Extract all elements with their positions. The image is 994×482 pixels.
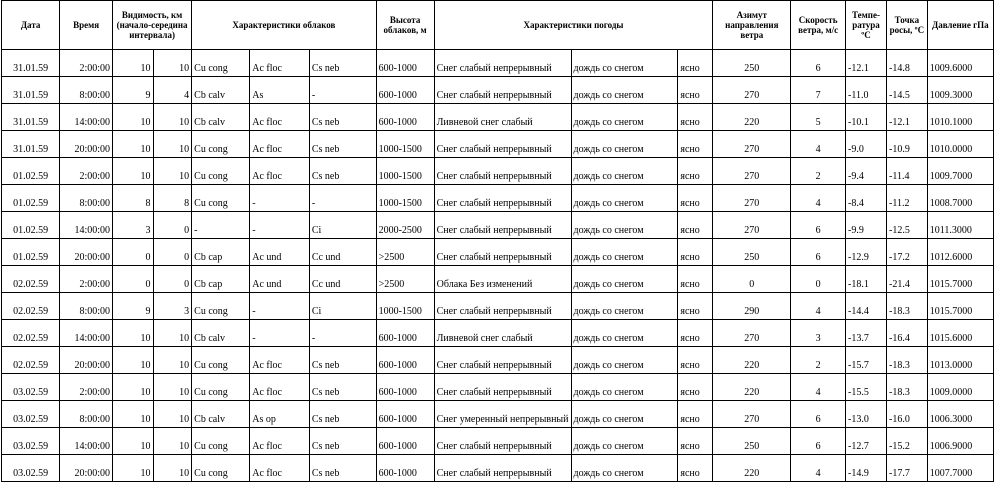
cell-weather-past: дождь со снегом — [571, 212, 678, 239]
cell-weather-sky: ясно — [678, 239, 713, 266]
cell-visibility-mid: 3 — [153, 293, 192, 320]
cell-weather-main: Снег слабый непрерывный — [434, 293, 571, 320]
cell-cloud-lower: Cb calv — [192, 320, 250, 347]
cell-visibility-start: 10 — [113, 455, 154, 482]
cell-wind-speed: 3 — [791, 320, 846, 347]
cell-time: 8:00:00 — [60, 401, 113, 428]
cell-cloud-middle: As op — [250, 401, 310, 428]
table-row — [2, 50, 994, 77]
cell-time: 20:00:00 — [60, 455, 113, 482]
cell-cloud-middle: - — [250, 212, 310, 239]
cell-temperature: -9.9 — [845, 212, 886, 239]
cell-weather-past: дождь со снегом — [571, 77, 678, 104]
cell-visibility-mid: 10 — [153, 158, 192, 185]
cell-wind-speed: 4 — [791, 455, 846, 482]
cell-date: 01.02.59 — [2, 239, 60, 266]
cell-weather-past: дождь со снегом — [571, 374, 678, 401]
cell-cloud-upper: Ci — [309, 212, 376, 239]
cell-visibility-start: 10 — [113, 320, 154, 347]
cell-weather-past: дождь со снегом — [571, 239, 678, 266]
cell-wind-direction: 270 — [713, 77, 791, 104]
cell-cloud-lower: Cu cong — [192, 185, 250, 212]
cell-time: 8:00:00 — [60, 293, 113, 320]
cell-visibility-start: 9 — [113, 77, 154, 104]
cell-wind-speed: 6 — [791, 428, 846, 455]
cell-pressure: 1009.3000 — [927, 77, 993, 104]
cell-date: 03.02.59 — [2, 401, 60, 428]
cell-weather-main: Снег слабый непрерывный — [434, 455, 571, 482]
cell-wind-speed: 4 — [791, 293, 846, 320]
cell-weather-sky: ясно — [678, 185, 713, 212]
cell-visibility-mid: 10 — [153, 50, 192, 77]
cell-cloud-middle: Ac floc — [250, 347, 310, 374]
cell-weather-main: Снег слабый непрерывный — [434, 158, 571, 185]
cell-cloud-upper: Cs neb — [309, 374, 376, 401]
cell-cloud-height: 1000-1500 — [376, 131, 434, 158]
table-row — [2, 104, 994, 131]
cell-wind-direction: 250 — [713, 50, 791, 77]
cell-time: 14:00:00 — [60, 104, 113, 131]
cell-weather-past: дождь со снегом — [571, 50, 678, 77]
cell-time: 2:00:00 — [60, 158, 113, 185]
cell-weather-main: Снег слабый непрерывный — [434, 239, 571, 266]
cell-wind-direction: 290 — [713, 293, 791, 320]
cell-pressure: 1011.3000 — [927, 212, 993, 239]
cell-time: 2:00:00 — [60, 266, 113, 293]
cell-cloud-middle: Ac floc — [250, 50, 310, 77]
cell-weather-past: дождь со снегом — [571, 131, 678, 158]
cell-visibility-mid: 10 — [153, 455, 192, 482]
cell-visibility-mid: 10 — [153, 104, 192, 131]
cell-cloud-middle: Ac floc — [250, 374, 310, 401]
cell-cloud-upper: - — [309, 185, 376, 212]
cell-weather-sky: ясно — [678, 347, 713, 374]
cell-cloud-height: 600-1000 — [376, 428, 434, 455]
cell-weather-main: Снег слабый непрерывный — [434, 212, 571, 239]
cell-pressure: 1015.6000 — [927, 320, 993, 347]
cell-wind-speed: 6 — [791, 50, 846, 77]
cell-temperature: -12.7 — [845, 428, 886, 455]
table-row — [2, 293, 994, 320]
header-date: Дата — [2, 1, 60, 50]
header-row — [2, 1, 994, 50]
cell-cloud-upper: Ci — [309, 293, 376, 320]
cell-weather-sky: ясно — [678, 158, 713, 185]
cell-dew-point: -15.2 — [887, 428, 928, 455]
cell-weather-main: Облака Без изменений — [434, 266, 571, 293]
cell-wind-direction: 270 — [713, 212, 791, 239]
cell-date: 02.02.59 — [2, 347, 60, 374]
cell-wind-speed: 4 — [791, 131, 846, 158]
cell-visibility-start: 0 — [113, 266, 154, 293]
header-visibility: Видимость, км (начало-середина интервала) — [113, 1, 192, 50]
cell-wind-speed: 2 — [791, 347, 846, 374]
cell-weather-sky: ясно — [678, 50, 713, 77]
cell-weather-main: Снег слабый непрерывный — [434, 185, 571, 212]
cell-cloud-lower: Cu cong — [192, 455, 250, 482]
header-cloud-height: Высота облаков, м — [376, 1, 434, 50]
cell-temperature: -13.7 — [845, 320, 886, 347]
cell-dew-point: -14.8 — [887, 50, 928, 77]
cell-weather-sky: ясно — [678, 293, 713, 320]
cell-cloud-height: >2500 — [376, 266, 434, 293]
cell-date: 02.02.59 — [2, 293, 60, 320]
cell-weather-past: дождь со снегом — [571, 428, 678, 455]
cell-pressure: 1008.7000 — [927, 185, 993, 212]
cell-visibility-mid: 10 — [153, 374, 192, 401]
cell-date: 02.02.59 — [2, 320, 60, 347]
cell-cloud-lower: Cu cong — [192, 158, 250, 185]
cell-visibility-start: 10 — [113, 50, 154, 77]
table-row — [2, 77, 994, 104]
cell-visibility-mid: 10 — [153, 401, 192, 428]
cell-pressure: 1006.9000 — [927, 428, 993, 455]
table-row — [2, 347, 994, 374]
cell-cloud-lower: Cu cong — [192, 50, 250, 77]
cell-wind-direction: 270 — [713, 320, 791, 347]
cell-wind-speed: 4 — [791, 374, 846, 401]
cell-pressure: 1013.0000 — [927, 347, 993, 374]
cell-cloud-lower: Cu cong — [192, 428, 250, 455]
cell-time: 20:00:00 — [60, 131, 113, 158]
cell-weather-main: Снег слабый непрерывный — [434, 131, 571, 158]
cell-pressure: 1006.3000 — [927, 401, 993, 428]
cell-visibility-start: 10 — [113, 131, 154, 158]
cell-visibility-mid: 4 — [153, 77, 192, 104]
header-pressure: Давление гПа — [927, 1, 993, 50]
cell-wind-direction: 220 — [713, 455, 791, 482]
cell-temperature: -8.4 — [845, 185, 886, 212]
cell-cloud-upper: Cs neb — [309, 131, 376, 158]
cell-weather-past: дождь со снегом — [571, 158, 678, 185]
cell-pressure: 1015.7000 — [927, 293, 993, 320]
cell-cloud-height: 600-1000 — [376, 401, 434, 428]
cell-cloud-height: 2000-2500 — [376, 212, 434, 239]
cell-cloud-middle: Ac und — [250, 266, 310, 293]
cell-time: 20:00:00 — [60, 347, 113, 374]
cell-cloud-middle: Ac und — [250, 239, 310, 266]
cell-weather-main: Снег умеренный непрерывный — [434, 401, 571, 428]
cell-visibility-start: 10 — [113, 374, 154, 401]
cell-cloud-middle: Ac floc — [250, 455, 310, 482]
cell-dew-point: -16.4 — [887, 320, 928, 347]
cell-cloud-lower: Cu cong — [192, 131, 250, 158]
cell-cloud-middle: - — [250, 293, 310, 320]
cell-weather-past: дождь со снегом — [571, 347, 678, 374]
cell-temperature: -14.9 — [845, 455, 886, 482]
cell-wind-direction: 250 — [713, 239, 791, 266]
cell-wind-speed: 7 — [791, 77, 846, 104]
cell-cloud-upper: Cs neb — [309, 347, 376, 374]
cell-weather-past: дождь со снегом — [571, 455, 678, 482]
cell-wind-direction: 220 — [713, 347, 791, 374]
cell-pressure: 1010.0000 — [927, 131, 993, 158]
table-row — [2, 131, 994, 158]
cell-dew-point: -11.2 — [887, 185, 928, 212]
header-clouds: Характеристики облаков — [192, 1, 376, 50]
cell-pressure: 1007.7000 — [927, 455, 993, 482]
header-weather: Характеристики погоды — [434, 1, 713, 50]
cell-date: 03.02.59 — [2, 374, 60, 401]
cell-weather-main: Снег слабый непрерывный — [434, 50, 571, 77]
cell-weather-sky: ясно — [678, 104, 713, 131]
cell-visibility-mid: 0 — [153, 239, 192, 266]
cell-date: 01.02.59 — [2, 212, 60, 239]
cell-dew-point: -14.5 — [887, 77, 928, 104]
cell-temperature: -12.1 — [845, 50, 886, 77]
cell-pressure: 1009.7000 — [927, 158, 993, 185]
cell-cloud-upper: Cs neb — [309, 428, 376, 455]
cell-cloud-middle: - — [250, 320, 310, 347]
cell-pressure: 1010.1000 — [927, 104, 993, 131]
cell-dew-point: -10.9 — [887, 131, 928, 158]
cell-visibility-start: 10 — [113, 401, 154, 428]
cell-temperature: -11.0 — [845, 77, 886, 104]
cell-cloud-upper: Cc und — [309, 239, 376, 266]
cell-cloud-upper: Cs neb — [309, 104, 376, 131]
cell-wind-speed: 5 — [791, 104, 846, 131]
cell-pressure: 1009.6000 — [927, 50, 993, 77]
cell-cloud-upper: Cs neb — [309, 50, 376, 77]
cell-temperature: -15.7 — [845, 347, 886, 374]
cell-weather-sky: ясно — [678, 212, 713, 239]
cell-weather-past: дождь со снегом — [571, 185, 678, 212]
cell-cloud-upper: Cs neb — [309, 455, 376, 482]
header-dew-point: Точка росы, ºС — [887, 1, 928, 50]
cell-date: 01.02.59 — [2, 185, 60, 212]
cell-cloud-upper: - — [309, 320, 376, 347]
cell-visibility-start: 8 — [113, 185, 154, 212]
cell-time: 2:00:00 — [60, 374, 113, 401]
cell-weather-past: дождь со снегом — [571, 293, 678, 320]
cell-dew-point: -21.4 — [887, 266, 928, 293]
cell-time: 14:00:00 — [60, 212, 113, 239]
cell-pressure: 1012.6000 — [927, 239, 993, 266]
cell-cloud-height: 600-1000 — [376, 77, 434, 104]
cell-visibility-mid: 0 — [153, 266, 192, 293]
cell-wind-speed: 2 — [791, 158, 846, 185]
cell-cloud-middle: Ac floc — [250, 428, 310, 455]
cell-weather-main: Ливневой снег слабый — [434, 320, 571, 347]
cell-cloud-height: 600-1000 — [376, 455, 434, 482]
cell-visibility-mid: 10 — [153, 347, 192, 374]
table-body — [2, 50, 994, 482]
cell-visibility-start: 10 — [113, 428, 154, 455]
cell-weather-main: Снег слабый непрерывный — [434, 428, 571, 455]
cell-weather-main: Ливневой снег слабый — [434, 104, 571, 131]
cell-time: 8:00:00 — [60, 185, 113, 212]
cell-cloud-height: 600-1000 — [376, 320, 434, 347]
cell-wind-direction: 270 — [713, 401, 791, 428]
cell-visibility-start: 3 — [113, 212, 154, 239]
table-row — [2, 401, 994, 428]
table-header — [2, 1, 994, 50]
cell-wind-speed: 6 — [791, 239, 846, 266]
cell-cloud-upper: Cc und — [309, 266, 376, 293]
cell-cloud-lower: Cb calv — [192, 77, 250, 104]
table-row — [2, 455, 994, 482]
cell-cloud-height: 1000-1500 — [376, 185, 434, 212]
cell-date: 31.01.59 — [2, 131, 60, 158]
cell-cloud-middle: Ac floc — [250, 131, 310, 158]
cell-weather-sky: ясно — [678, 320, 713, 347]
cell-wind-direction: 220 — [713, 104, 791, 131]
cell-wind-direction: 270 — [713, 158, 791, 185]
header-wind-speed: Скорость ветра, м/с — [791, 1, 846, 50]
cell-weather-main: Снег слабый непрерывный — [434, 374, 571, 401]
cell-wind-direction: 270 — [713, 185, 791, 212]
cell-dew-point: -11.4 — [887, 158, 928, 185]
cell-weather-past: дождь со снегом — [571, 320, 678, 347]
cell-time: 14:00:00 — [60, 320, 113, 347]
cell-dew-point: -12.1 — [887, 104, 928, 131]
cell-pressure: 1009.0000 — [927, 374, 993, 401]
cell-cloud-height: 600-1000 — [376, 347, 434, 374]
cell-temperature: -18.1 — [845, 266, 886, 293]
table-row — [2, 266, 994, 293]
header-temperature: Темпе-ратура ºС — [845, 1, 886, 50]
cell-visibility-mid: 8 — [153, 185, 192, 212]
cell-cloud-upper: - — [309, 77, 376, 104]
cell-date: 31.01.59 — [2, 50, 60, 77]
weather-table — [1, 0, 994, 482]
cell-cloud-middle: - — [250, 185, 310, 212]
cell-visibility-start: 10 — [113, 347, 154, 374]
cell-cloud-lower: Cb calv — [192, 104, 250, 131]
cell-date: 01.02.59 — [2, 158, 60, 185]
cell-weather-sky: ясно — [678, 77, 713, 104]
cell-cloud-height: >2500 — [376, 239, 434, 266]
cell-dew-point: -17.7 — [887, 455, 928, 482]
cell-temperature: -13.0 — [845, 401, 886, 428]
cell-cloud-middle: As — [250, 77, 310, 104]
cell-visibility-start: 10 — [113, 104, 154, 131]
cell-visibility-start: 0 — [113, 239, 154, 266]
cell-visibility-mid: 10 — [153, 131, 192, 158]
cell-cloud-lower: Cb calv — [192, 401, 250, 428]
cell-weather-sky: ясно — [678, 401, 713, 428]
cell-dew-point: -18.3 — [887, 293, 928, 320]
cell-temperature: -9.4 — [845, 158, 886, 185]
cell-weather-main: Снег слабый непрерывный — [434, 347, 571, 374]
cell-weather-main: Снег слабый непрерывный — [434, 77, 571, 104]
cell-wind-speed: 0 — [791, 266, 846, 293]
cell-wind-direction: 250 — [713, 428, 791, 455]
cell-wind-direction: 0 — [713, 266, 791, 293]
cell-cloud-lower: Cb cap — [192, 239, 250, 266]
cell-date: 03.02.59 — [2, 428, 60, 455]
cell-cloud-height: 600-1000 — [376, 50, 434, 77]
cell-dew-point: -18.3 — [887, 374, 928, 401]
cell-weather-sky: ясно — [678, 455, 713, 482]
table-row — [2, 374, 994, 401]
cell-wind-direction: 220 — [713, 374, 791, 401]
cell-visibility-mid: 10 — [153, 428, 192, 455]
header-time: Время — [60, 1, 113, 50]
cell-cloud-middle: Ac floc — [250, 158, 310, 185]
cell-dew-point: -12.5 — [887, 212, 928, 239]
table-row — [2, 320, 994, 347]
cell-date: 31.01.59 — [2, 77, 60, 104]
cell-dew-point: -17.2 — [887, 239, 928, 266]
cell-temperature: -10.1 — [845, 104, 886, 131]
cell-cloud-height: 1000-1500 — [376, 293, 434, 320]
cell-time: 14:00:00 — [60, 428, 113, 455]
table-row — [2, 185, 994, 212]
cell-wind-speed: 6 — [791, 212, 846, 239]
cell-cloud-upper: Cs neb — [309, 158, 376, 185]
cell-visibility-mid: 10 — [153, 320, 192, 347]
cell-date: 31.01.59 — [2, 104, 60, 131]
cell-cloud-lower: Cb cap — [192, 266, 250, 293]
cell-temperature: -14.4 — [845, 293, 886, 320]
header-wind-direction: Азимут направления ветра — [713, 1, 791, 50]
cell-cloud-lower: Cu cong — [192, 374, 250, 401]
cell-pressure: 1015.7000 — [927, 266, 993, 293]
table-row — [2, 428, 994, 455]
cell-dew-point: -16.0 — [887, 401, 928, 428]
cell-dew-point: -18.3 — [887, 347, 928, 374]
cell-cloud-height: 600-1000 — [376, 374, 434, 401]
cell-time: 20:00:00 — [60, 239, 113, 266]
cell-temperature: -12.9 — [845, 239, 886, 266]
cell-temperature: -15.5 — [845, 374, 886, 401]
cell-weather-past: дождь со снегом — [571, 401, 678, 428]
cell-date: 02.02.59 — [2, 266, 60, 293]
cell-wind-speed: 6 — [791, 401, 846, 428]
cell-weather-sky: ясно — [678, 374, 713, 401]
cell-weather-sky: ясно — [678, 428, 713, 455]
cell-weather-sky: ясно — [678, 266, 713, 293]
cell-visibility-mid: 0 — [153, 212, 192, 239]
cell-visibility-start: 9 — [113, 293, 154, 320]
cell-cloud-lower: Cu cong — [192, 347, 250, 374]
cell-weather-past: дождь со снегом — [571, 266, 678, 293]
cell-cloud-height: 1000-1500 — [376, 158, 434, 185]
cell-cloud-lower: Cu cong — [192, 293, 250, 320]
cell-visibility-start: 10 — [113, 158, 154, 185]
cell-cloud-height: 600-1000 — [376, 104, 434, 131]
table-row — [2, 212, 994, 239]
cell-wind-speed: 4 — [791, 185, 846, 212]
cell-cloud-middle: Ac floc — [250, 104, 310, 131]
cell-time: 2:00:00 — [60, 50, 113, 77]
cell-weather-past: дождь со снегом — [571, 104, 678, 131]
cell-cloud-lower: - — [192, 212, 250, 239]
cell-weather-sky: ясно — [678, 131, 713, 158]
cell-time: 8:00:00 — [60, 77, 113, 104]
cell-date: 03.02.59 — [2, 455, 60, 482]
cell-wind-direction: 270 — [713, 131, 791, 158]
cell-temperature: -9.0 — [845, 131, 886, 158]
table-row — [2, 158, 994, 185]
table-row — [2, 239, 994, 266]
cell-cloud-upper: Cs neb — [309, 401, 376, 428]
